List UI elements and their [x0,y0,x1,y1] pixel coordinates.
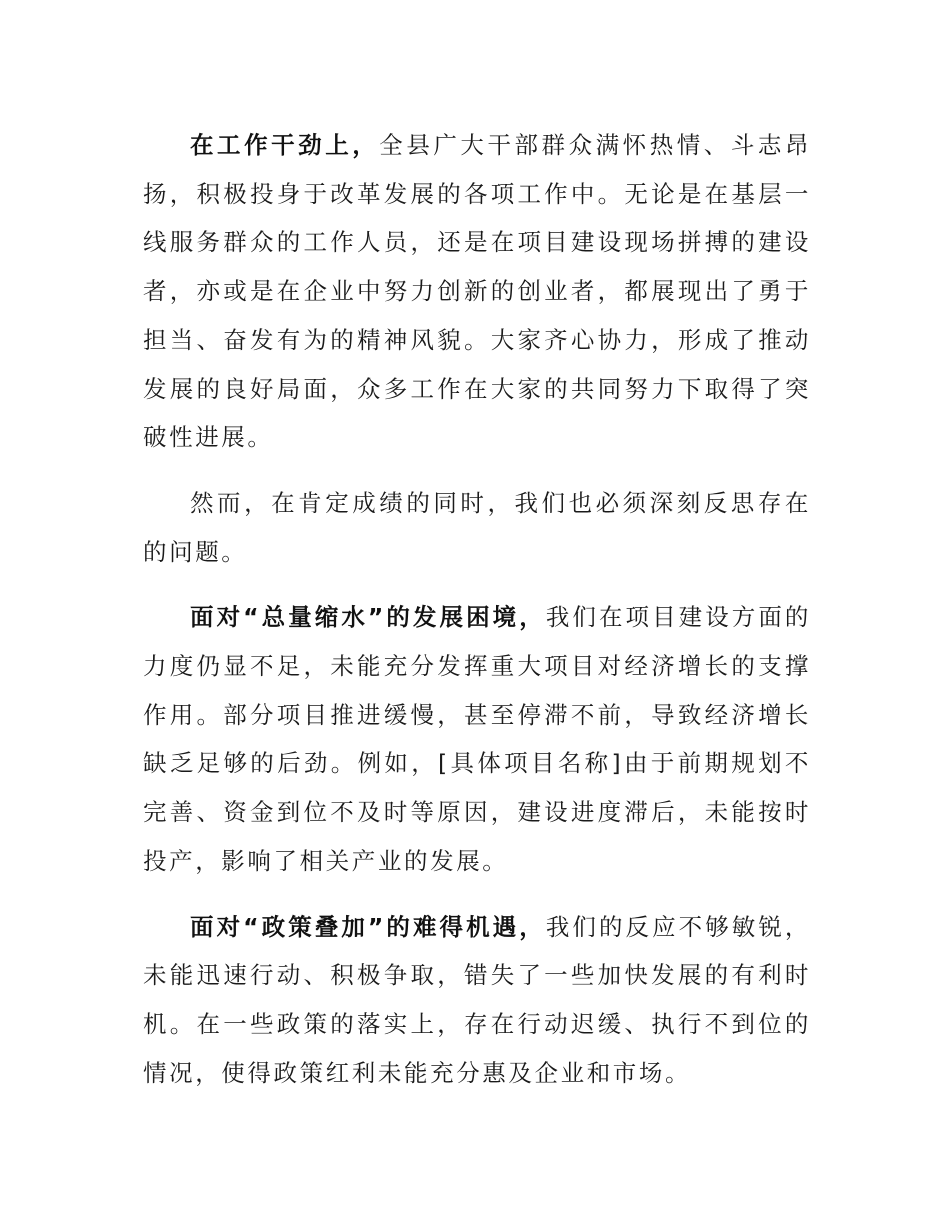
document-body [143,121,811,1114]
paragraph-text: 全县广大干部群众满怀热情、斗志昂扬，积极投身于改革发展的各项工作中。无论是在基层一线服务群众的工作人员，还是在项目建设现场拼搏的建设者，亦或是在企业中努力创新的创业者，都展现出了勇于担当、奋发有为的精神风貌。大家齐心协力，形成了推动发展的良好局面，众多工作在大家的共同努力下取得了突破性进展。 [143,131,812,452]
paragraph-lead: 面对“政策叠加”的难得机遇， [190,912,546,941]
paragraph-lead: 面对“总量缩水”的发展困境， [190,603,546,632]
paragraph-work-enthusiasm [143,121,811,462]
paragraph-reflection [143,479,811,576]
paragraph-total-shrink [143,593,811,885]
paragraph-policy-overlay [143,903,811,1098]
paragraph-text: 我们的反应不够敏锐，未能迅速行动、积极争取，错失了一些加快发展的有利时机。在一些政策的落实上，存在行动迟缓、执行不到位的情况，使得政策红利未能充分惠及企业和市场。 [143,912,812,1087]
paragraph-text: 我们在项目建设方面的力度仍显不足，未能充分发挥重大项目对经济增长的支撑作用。部分项目推进缓慢，甚至停滞不前，导致经济增长缺乏足够的后劲。例如，[具体项目名称]由于前期规划不完善、资金到位不及时等原因，建设进度滞后，未能按时投产，影响了相关产业的发展。 [143,603,812,875]
paragraph-text: 然而，在肯定成绩的同时，我们也必须深刻反思存在的问题。 [143,488,811,566]
paragraph-lead: 在工作干劲上， [190,131,380,159]
